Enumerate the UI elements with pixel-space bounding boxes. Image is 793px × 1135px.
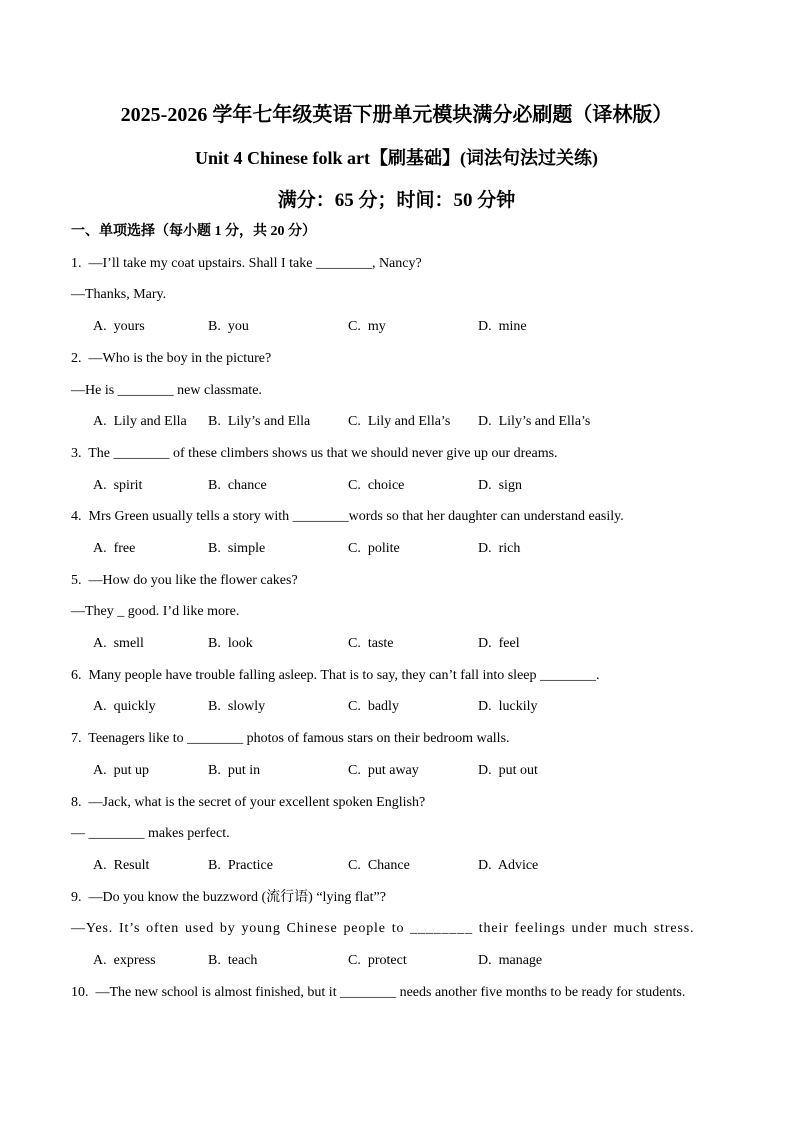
question-1 xyxy=(71,248,753,343)
options-row xyxy=(71,533,753,565)
option-c: C. badly xyxy=(348,699,399,715)
question-stem: 10. —The new school is almost finished, but it ________ needs another five months to be ready for students. xyxy=(71,984,686,1000)
option-b: B. simple xyxy=(208,540,266,556)
question-stem: 1. —I’ll take my coat upstairs. Shall I take ________, Nancy? xyxy=(71,255,422,271)
option-c: C. my xyxy=(348,319,386,335)
option-a: A. yours xyxy=(93,319,145,335)
option-b: B. you xyxy=(208,319,249,335)
question-5 xyxy=(71,565,753,660)
option-d: D. Lily’s and Ella’s xyxy=(478,414,591,430)
options-row xyxy=(71,628,753,660)
options-row xyxy=(71,406,753,438)
option-a: A. quickly xyxy=(93,699,156,715)
question-reply: —Yes. It’s often used by young Chinese people to ________ their feelings under much stress. xyxy=(71,921,695,937)
question-stem: 4. Mrs Green usually tells a story with ________words so that her daughter can understand easily. xyxy=(71,509,624,525)
option-d: D. sign xyxy=(478,477,522,493)
option-c: C. polite xyxy=(348,540,400,556)
options-row xyxy=(71,691,753,723)
question-3 xyxy=(71,438,753,501)
option-b: B. put in xyxy=(208,762,261,778)
question-stem: 6. Many people have trouble falling asleep. That is to say, they can’t fall into sleep ________. xyxy=(71,667,600,683)
question-2 xyxy=(71,343,753,438)
options-row xyxy=(71,311,753,343)
question-reply: —Thanks, Mary. xyxy=(71,287,167,303)
options-row xyxy=(71,755,753,787)
doc-title: 2025-2026 学年七年级英语下册单元模块满分必刷题（译林版） xyxy=(120,104,673,126)
question-7 xyxy=(71,723,753,786)
options-row xyxy=(71,470,753,502)
section-heading: 一、单项选择（每小题 1 分，共 20 分） xyxy=(71,224,316,239)
option-a: A. smell xyxy=(93,636,144,652)
question-8 xyxy=(71,787,753,882)
option-a: A. spirit xyxy=(93,477,143,493)
question-stem: 7. Teenagers like to ________ photos of famous stars on their bedroom walls. xyxy=(71,731,510,747)
option-b: B. look xyxy=(208,636,253,652)
question-stem: 8. —Jack, what is the secret of your excellent spoken English? xyxy=(71,794,426,810)
question-stem: 9. —Do you know the buzzword (流行语) “lying flat”? xyxy=(71,889,386,905)
option-c: C. choice xyxy=(348,477,405,493)
document-header xyxy=(0,0,793,211)
option-b: B. chance xyxy=(208,477,267,493)
option-a: A. Result xyxy=(93,857,150,873)
question-10 xyxy=(71,977,753,1009)
option-d: D. mine xyxy=(478,319,527,335)
option-c: C. Lily and Ella’s xyxy=(348,414,451,430)
score-time-line: 满分：65 分；时间：50 分钟 xyxy=(277,190,516,211)
option-c: C. Chance xyxy=(348,857,410,873)
question-6 xyxy=(71,660,753,723)
option-c: C. taste xyxy=(348,636,394,652)
option-d: D. luckily xyxy=(478,699,538,715)
option-d: D. rich xyxy=(478,540,521,556)
doc-subtitle: Unit 4 Chinese folk art【刷基础】(词法句法过关练) xyxy=(195,148,598,168)
question-4 xyxy=(71,501,753,564)
option-a: A. Lily and Ella xyxy=(93,414,187,430)
option-b: B. teach xyxy=(208,953,258,969)
option-d: D. put out xyxy=(478,762,538,778)
question-stem: 2. —Who is the boy in the picture? xyxy=(71,350,272,366)
question-9 xyxy=(71,882,753,977)
document-body xyxy=(0,216,793,1008)
question-stem: 3. The ________ of these climbers shows us that we should never give up our dreams. xyxy=(71,445,558,461)
option-d: D. feel xyxy=(478,636,520,652)
option-a: A. free xyxy=(93,540,136,556)
option-b: B. Practice xyxy=(208,857,273,873)
question-reply: — ________ makes perfect. xyxy=(71,826,230,842)
question-stem: 5. —How do you like the flower cakes? xyxy=(71,572,298,588)
question-reply: —They _ good. I’d like more. xyxy=(71,604,240,620)
question-reply: —He is ________ new classmate. xyxy=(71,382,262,398)
option-a: A. put up xyxy=(93,762,149,778)
option-c: C. put away xyxy=(348,762,419,778)
option-b: B. Lily’s and Ella xyxy=(208,414,311,430)
option-d: D. manage xyxy=(478,953,543,969)
option-d: D. Advice xyxy=(478,857,539,873)
options-row xyxy=(71,945,753,977)
options-row xyxy=(71,850,753,882)
option-b: B. slowly xyxy=(208,699,266,715)
option-c: C. protect xyxy=(348,953,407,969)
option-a: A. express xyxy=(93,953,156,969)
